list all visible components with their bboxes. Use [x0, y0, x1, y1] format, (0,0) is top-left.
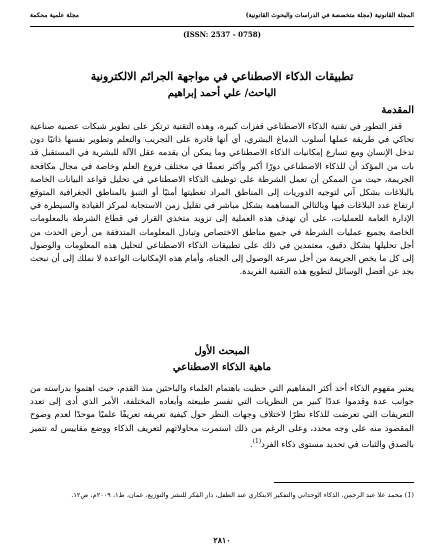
section-text: يعتبر مفهوم الذكاء أحد أكثر المفاهيم التي حظيت باهتمام العلماء والباحثين منذ القدم، حيث اهتموا بدراسته من جوانب عدة وقدموا عددًا كبير من النظريات التي تفسر طبيعته وأبعاده المختلفة، الأمر الذي أدى إلى تعدد التعريفات التي تعرضت للذكاء نظرًا لاختلاف وجهات النظر حول كيفية تعريفه تعريفًا علميًا موحدًا لعدم وضوح المقصود منه على وجه محدد، وعلى الرغم من ذلك استمرت محاولاتهم لتعريف الذكاء ووضع مقاييس له تتميز بالصدق والثبات في تحديد مستوى ذكاء الفرد	[30, 383, 414, 449]
author-line: الباحث/ علي أحمد إبراهيم	[167, 88, 277, 99]
journal-name: المجلة القانونية (مجلة متخصصة في الدراسات والبحوث القانونية)	[245, 12, 414, 19]
journal-type: مجلة علمية محكمة	[30, 12, 80, 19]
footnote-marker[interactable]: (1)	[252, 437, 262, 445]
page-number: ٢٨١٠	[213, 535, 231, 545]
intro-paragraph	[30, 120, 414, 278]
section-title: ماهية الذكاء الاصطناعي	[172, 362, 272, 373]
section-paragraph: يعتبر مفهوم الذكاء أحد أكثر المفاهيم التي حظيت باهتمام العلماء والباحثين منذ القدم، حيث اهتموا بدراسته من جوانب عدة وقدموا عددًا كبير من النظريات التي تفسر طبيعته وأبعاده المختلفة، الأمر الذي أدى إلى تعدد التعريفات التي تعرضت للذكاء نظرًا لاختلاف وجهات النظر حول كيفية تعريفه تعريفًا علميًا موحدًا لعدم وضوح المقصود منه على وجه محدد، وعلى الرغم من ذلك استمرت محاولاتهم لتعريف الذكاء ووضع مقاييس له تتميز بالصدق والثبات في تحديد مستوى ذكاء الفرد$^{(1)}$.	[30, 383, 414, 449]
running-header	[30, 10, 414, 24]
article-title: تطبيقات الذكاء الاصطناعي في مواجهة الجرائم الالكترونية	[90, 70, 354, 83]
footnote-divider	[274, 482, 414, 483]
document-page	[30, 10, 414, 550]
intro-heading: المقدمة	[381, 105, 414, 116]
footnote: (1) محمد علا عبد الرحمن، الذكاء الوجداني والتفكير الابتكاري عند الطفل، دار الفكر للنشر والتوزيع، عمان، ط١، ٢٠٠٩م، ص١٢.	[71, 491, 414, 499]
section-heading: المبحث الأول	[194, 346, 250, 357]
issn: (ISSN: 2537 - 0758)	[183, 30, 261, 39]
header-divider	[30, 26, 414, 27]
intro-text: قفز التطور في تقنية الذكاء الاصطناعي قفزات كبيرة، وهذه التقنية ترتكز على تطوير شبكات عصبية صناعية تحاكي في طريقة عملها أسلوب الدماغ البشري، أي أنها قادرة على التجريب والتعلم وتطوير نفسها ذاتيًا دون تدخل الإنسان ومع تسارع إمكانيات الذكاء الاصطناعي وما يمكن أن يقدمه عقل الآلة للبشرية في المستقبل قد بات من المؤكد أن للذكاء الاصطناعي دورًا أكبر وأكثر تعمقًا في مختلف فروع العلم وخاصة في مجال مكافحة الجريمة، حيث من الممكن أن تعمل الشرطة على توظيف الذكاء الاصطناعي في تحليل قواعد البيانات الخاصة بالبلاغات بشكل آني لتوجيه الدوريات إلى المناطق المراد تغطيتها أمنيًا أو التنبؤ بالمناطق الجغرافية المتوقع ارتفاع عدد البلاغات فيها وبالتالي المساهمة بشكل مباشر في تقليل زمن الاستجابة لمركز القيادة والسيطرة في الإدارة العامة للعمليات، على أن تهدف هذه العملية إلى تزويد متخذي القرار في قطاع الشرطة بالمعلومات الخاصة بجميع عمليات الشرطة في جميع مناطق الاختصاص وتبادل المعلومات المتدفقة من أرض الحدث من أجل تحليلها بشكل دقيق، معتمدين في ذلك على تطبيقات الذكاء الاصطناعي لتحليل هذه المعلومات والوصول إلى كل ما يخص الجريمة من أجل سرعة الوصول إلى الجناة، وأمام هذه الإمكانيات الواعدة لا نملك إلى أن نبحث بجد عن أفضل الوسائل لتطويع هذه التقنية الفريدة.	[30, 121, 414, 277]
